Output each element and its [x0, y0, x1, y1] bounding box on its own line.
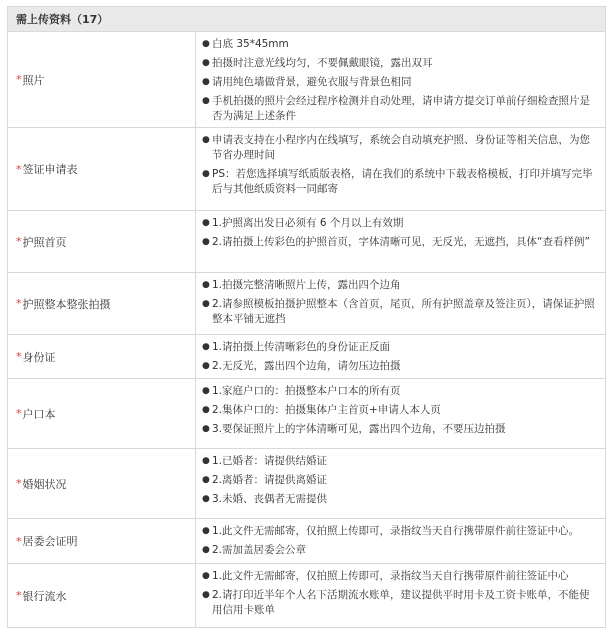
row-label: [8, 519, 196, 563]
list-item: [202, 56, 599, 71]
list-item-text: 1.此文件无需邮寄，仅拍照上传即可，录指纹当天自行携带原件前往签证中心。: [212, 525, 580, 537]
bullet-icon: ●: [202, 135, 210, 145]
list-item: [202, 94, 599, 124]
row-label-text: 护照首页: [22, 235, 67, 249]
list-item: [202, 524, 599, 539]
list-item: [202, 454, 599, 469]
list-item-text: 1.护照离出发日必须有 6 个月以上有效期: [212, 217, 404, 229]
bullet-icon: ●: [202, 571, 210, 581]
row-label-text: 户口本: [22, 407, 56, 421]
list-item: [202, 492, 599, 507]
row-label-text: 银行流水: [22, 589, 67, 603]
row-label: [8, 211, 196, 272]
list-item: [202, 216, 599, 231]
row-label: [8, 335, 196, 378]
list-item: [202, 297, 599, 327]
table-header: [8, 7, 605, 32]
list-item-text: 2.请拍摄上传彩色的护照首页，字体清晰可见，无反光，无遮挡，具体“查看样例”: [212, 236, 590, 248]
list-item: [202, 235, 599, 250]
list-item: [202, 422, 599, 437]
row-content: [196, 273, 605, 334]
list-item-text: 1.家庭户口的：拍摄整本户口本的所有页: [212, 385, 401, 397]
required-mark: *: [16, 407, 22, 420]
bullet-icon: ●: [202, 526, 210, 536]
list-item-text: 拍摄时注意光线均匀，不要佩戴眼镜，露出双耳: [212, 57, 433, 69]
row-label-text: 照片: [22, 73, 45, 87]
table-row: [8, 128, 605, 211]
table-row: [8, 273, 605, 335]
row-label-text: 签证申请表: [22, 163, 78, 176]
bullet-icon: ●: [202, 494, 210, 504]
row-label: [8, 449, 196, 518]
list-item-text: 3.未婚、丧偶者无需提供: [212, 493, 328, 505]
list-item: [202, 473, 599, 488]
row-content: [196, 128, 605, 210]
bullet-icon: ●: [202, 280, 210, 290]
row-label: [8, 564, 196, 627]
bullet-icon: ●: [202, 405, 210, 415]
list-item-text: 2.请参照模板拍摄护照整本（含首页，尾页，所有护照盖章及签注页），请保证护照整本平铺无遮挡: [212, 298, 595, 325]
bullet-icon: ●: [202, 590, 210, 600]
row-label-text: 居委会证明: [22, 535, 78, 548]
list-item-text: PS：若您选择填写纸质版表格，请在我们的系统中下载表格模板，打印并填写完毕后与其他纸质资料一同邮寄: [212, 168, 593, 195]
list-item-text: 2.离婚者：请提供离婚证: [212, 474, 328, 486]
list-item: [202, 403, 599, 418]
list-item: [202, 384, 599, 399]
required-documents-table: [7, 6, 606, 628]
list-item-text: 1.拍摄完整清晰照片上传，露出四个边角: [212, 279, 401, 291]
list-item-text: 1.已婚者：请提供结婚证: [212, 455, 328, 467]
table-row: [8, 32, 605, 128]
bullet-icon: ●: [202, 77, 210, 87]
list-item: [202, 588, 599, 618]
list-item-text: 1.此文件无需邮寄，仅拍照上传即可，录指纹当天自行携带原件前往签证中心: [212, 570, 569, 582]
required-mark: *: [16, 589, 22, 602]
list-item: [202, 133, 599, 163]
bullet-icon: ●: [202, 299, 210, 309]
bullet-icon: ●: [202, 96, 210, 106]
bullet-icon: ●: [202, 237, 210, 247]
list-item-text: 手机拍摄的照片会经过程序检测并自动处理，请申请方提交订单前仔细检查照片是否为满足上述条件: [212, 95, 590, 122]
row-content: [196, 449, 605, 518]
table-title: 需上传资料（17）: [16, 13, 109, 26]
bullet-icon: ●: [202, 58, 210, 68]
row-label: [8, 273, 196, 334]
list-item: [202, 37, 599, 52]
list-item: [202, 340, 599, 355]
bullet-icon: ●: [202, 456, 210, 466]
row-label: [8, 32, 196, 127]
bullet-icon: ●: [202, 361, 210, 371]
list-item-text: 3.要保证照片上的字体清晰可见，露出四个边角，不要压边拍摄: [212, 423, 506, 435]
required-mark: *: [16, 73, 22, 86]
row-label-text: 婚姻状况: [22, 477, 67, 491]
row-label: [8, 379, 196, 448]
row-content: [196, 519, 605, 563]
table-row: [8, 335, 605, 379]
required-mark: *: [16, 297, 22, 310]
required-mark: *: [16, 534, 22, 548]
list-item: [202, 167, 599, 197]
bullet-icon: ●: [202, 386, 210, 396]
required-mark: *: [16, 162, 22, 176]
bullet-icon: ●: [202, 218, 210, 228]
row-content: [196, 211, 605, 272]
table-row: [8, 519, 605, 564]
table-row: [8, 211, 605, 273]
list-item-text: 2.集体户口的：拍摄集体户主首页+申请人本人页: [212, 404, 441, 416]
row-label: [8, 128, 196, 210]
row-content: [196, 335, 605, 378]
list-item: [202, 278, 599, 293]
bullet-icon: ●: [202, 424, 210, 434]
list-item-text: 白底 35*45mm: [212, 38, 289, 50]
bullet-icon: ●: [202, 475, 210, 485]
table-row: [8, 379, 605, 449]
required-mark: *: [16, 477, 22, 490]
list-item: [202, 359, 599, 374]
bullet-icon: ●: [202, 545, 210, 555]
list-item: [202, 569, 599, 584]
row-content: [196, 564, 605, 627]
table-body: [8, 32, 605, 627]
required-mark: *: [16, 235, 22, 248]
row-content: [196, 32, 605, 127]
bullet-icon: ●: [202, 342, 210, 352]
row-label-text: 身份证: [22, 350, 56, 364]
list-item-text: 申请表支持在小程序内在线填写，系统会自动填充护照、身份证等相关信息，为您节省办理时间: [212, 134, 590, 161]
row-content: [196, 379, 605, 448]
table-row: [8, 564, 605, 627]
bullet-icon: ●: [202, 169, 210, 179]
list-item-text: 2.无反光，露出四个边角，请勿压边拍摄: [212, 360, 401, 372]
list-item-text: 请用纯色墙做背景，避免衣服与背景色相同: [212, 76, 412, 88]
row-label-text: 护照整本整张拍摄: [22, 297, 111, 311]
list-item-text: 2.请打印近半年个人名下活期流水账单，建议提供平时用卡及工资卡账单，不能使用信用卡账单: [212, 589, 590, 616]
list-item: [202, 543, 599, 558]
table-row: [8, 449, 605, 519]
required-mark: *: [16, 350, 22, 363]
list-item: [202, 75, 599, 90]
bullet-icon: ●: [202, 39, 210, 49]
list-item-text: 1.请拍摄上传清晰彩色的身份证正反面: [212, 341, 391, 353]
list-item-text: 2.需加盖居委会公章: [212, 544, 307, 556]
